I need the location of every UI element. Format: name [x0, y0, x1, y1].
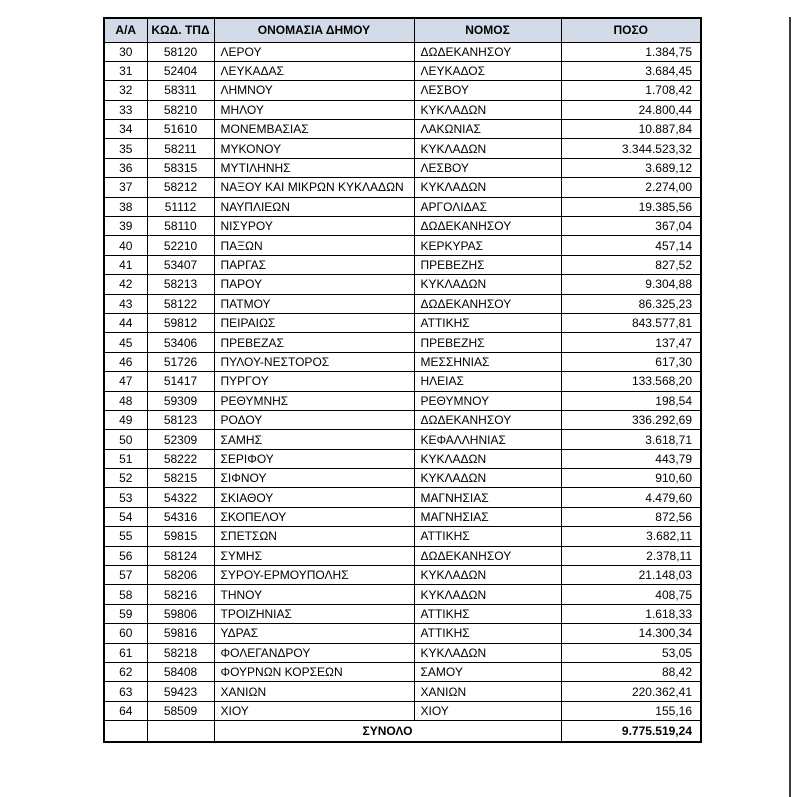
municipality-cell: ΠΥΛΟΥ-ΝΕΣΤΟΡΟΣ [214, 352, 414, 371]
municipality-cell: ΦΟΥΡΝΩΝ ΚΟΡΣΕΩΝ [214, 663, 414, 682]
amount-cell: 827,52 [561, 255, 701, 274]
municipality-cell: ΦΟΛΕΓΑΝΔΡΟΥ [214, 643, 414, 662]
amount-cell: 3.684,45 [561, 61, 701, 80]
row-index-cell: 41 [104, 255, 147, 274]
table-row [104, 139, 701, 158]
prefecture-cell: ΧΑΝΙΩΝ [414, 682, 561, 701]
prefecture-cell: ΚΥΚΛΑΔΩΝ [414, 139, 561, 158]
amount-cell: 408,75 [561, 585, 701, 604]
code-cell: 52210 [147, 236, 214, 255]
code-cell: 59423 [147, 682, 214, 701]
amount-cell: 220.362,41 [561, 682, 701, 701]
table-row [104, 372, 701, 391]
code-cell: 52309 [147, 430, 214, 449]
amount-cell: 367,04 [561, 217, 701, 236]
row-index-cell: 61 [104, 643, 147, 662]
amount-cell: 4.479,60 [561, 488, 701, 507]
amount-cell: 21.148,03 [561, 566, 701, 585]
prefecture-cell: ΑΡΓΟΛΙΔΑΣ [414, 197, 561, 216]
total-label-cell: ΣΥΝΟΛΟ [214, 721, 561, 742]
amount-cell: 843.577,81 [561, 313, 701, 332]
municipality-cell: ΤΗΝΟΥ [214, 585, 414, 604]
amount-cell: 336.292,69 [561, 410, 701, 429]
prefecture-cell: ΑΤΤΙΚΗΣ [414, 313, 561, 332]
prefecture-cell: ΔΩΔΕΚΑΝΗΣΟΥ [414, 410, 561, 429]
row-index-cell: 31 [104, 61, 147, 80]
table-row [104, 449, 701, 468]
municipality-cell: ΣΚΙΑΘΟΥ [214, 488, 414, 507]
row-index-cell: 37 [104, 178, 147, 197]
table-row [104, 701, 701, 720]
municipality-cell: ΣΥΡΟΥ-ΕΡΜΟΥΠΟΛΗΣ [214, 566, 414, 585]
row-index-cell: 64 [104, 701, 147, 720]
amount-cell: 1.708,42 [561, 81, 701, 100]
code-cell: 59816 [147, 624, 214, 643]
code-cell: 58123 [147, 410, 214, 429]
code-cell: 58216 [147, 585, 214, 604]
municipality-cell: ΣΑΜΗΣ [214, 430, 414, 449]
row-index-cell: 63 [104, 682, 147, 701]
table-row [104, 488, 701, 507]
total-empty-code-cell [147, 721, 214, 742]
prefecture-cell: ΔΩΔΕΚΑΝΗΣΟΥ [414, 42, 561, 61]
prefecture-cell: ΜΑΓΝΗΣΙΑΣ [414, 488, 561, 507]
amount-cell: 872,56 [561, 507, 701, 526]
table-row [104, 255, 701, 274]
code-cell: 58218 [147, 643, 214, 662]
row-index-cell: 40 [104, 236, 147, 255]
municipality-cell: ΜΟΝΕΜΒΑΣΙΑΣ [214, 120, 414, 139]
table-row [104, 313, 701, 332]
header-row [104, 18, 701, 42]
prefecture-cell: ΚΥΚΛΑΔΩΝ [414, 178, 561, 197]
table-row [104, 430, 701, 449]
code-cell: 59815 [147, 527, 214, 546]
row-index-cell: 32 [104, 81, 147, 100]
table-header [104, 18, 701, 42]
amount-cell: 24.800,44 [561, 100, 701, 119]
municipality-cell: ΠΥΡΓΟΥ [214, 372, 414, 391]
table-row [104, 294, 701, 313]
row-index-cell: 42 [104, 275, 147, 294]
row-index-cell: 55 [104, 527, 147, 546]
prefecture-cell: ΣΑΜΟΥ [414, 663, 561, 682]
municipality-cell: ΧΑΝΙΩΝ [214, 682, 414, 701]
row-index-cell: 45 [104, 333, 147, 352]
row-index-cell: 52 [104, 469, 147, 488]
amount-cell: 3.682,11 [561, 527, 701, 546]
municipality-cell: ΣΕΡΙΦΟΥ [214, 449, 414, 468]
prefecture-cell: ΛΕΣΒΟΥ [414, 81, 561, 100]
municipality-cell: ΤΡΟΙΖΗΝΙΑΣ [214, 604, 414, 623]
municipality-cell: ΠΑΡΓΑΣ [214, 255, 414, 274]
municipality-cell: ΛΕΥΚΑΔΑΣ [214, 61, 414, 80]
table-row [104, 217, 701, 236]
table-row [104, 178, 701, 197]
municipality-cell: ΣΠΕΤΣΩΝ [214, 527, 414, 546]
code-cell: 51610 [147, 120, 214, 139]
municipality-cell: ΣΙΦΝΟΥ [214, 469, 414, 488]
prefecture-cell: ΑΤΤΙΚΗΣ [414, 527, 561, 546]
code-cell: 51417 [147, 372, 214, 391]
code-cell: 59806 [147, 604, 214, 623]
code-cell: 58408 [147, 663, 214, 682]
amount-cell: 1.384,75 [561, 42, 701, 61]
amount-cell: 19.385,56 [561, 197, 701, 216]
code-cell: 58212 [147, 178, 214, 197]
municipalities-amounts-table [103, 17, 702, 743]
prefecture-cell: ΚΥΚΛΑΔΩΝ [414, 585, 561, 604]
prefecture-cell: ΚΕΡΚΥΡΑΣ [414, 236, 561, 255]
code-cell: 53406 [147, 333, 214, 352]
prefecture-cell: ΜΑΓΝΗΣΙΑΣ [414, 507, 561, 526]
prefecture-cell: ΠΡΕΒΕΖΗΣ [414, 333, 561, 352]
table-row [104, 410, 701, 429]
code-cell: 54322 [147, 488, 214, 507]
table-row [104, 158, 701, 177]
code-cell: 58210 [147, 100, 214, 119]
amount-cell: 3.344.523,32 [561, 139, 701, 158]
code-cell: 53407 [147, 255, 214, 274]
row-index-cell: 54 [104, 507, 147, 526]
code-cell: 52404 [147, 61, 214, 80]
amount-cell: 1.618,33 [561, 604, 701, 623]
municipality-cell: ΡΟΔΟΥ [214, 410, 414, 429]
row-index-cell: 56 [104, 546, 147, 565]
municipality-cell: ΛΗΜΝΟΥ [214, 81, 414, 100]
prefecture-cell: ΜΕΣΣΗΝΙΑΣ [414, 352, 561, 371]
row-index-cell: 34 [104, 120, 147, 139]
municipality-cell: ΛΕΡΟΥ [214, 42, 414, 61]
amount-cell: 617,30 [561, 352, 701, 371]
prefecture-cell: ΧΙΟΥ [414, 701, 561, 720]
table-row [104, 682, 701, 701]
table-row [104, 604, 701, 623]
municipality-cell: ΠΡΕΒΕΖΑΣ [214, 333, 414, 352]
table-row [104, 333, 701, 352]
prefecture-cell: ΚΥΚΛΑΔΩΝ [414, 469, 561, 488]
municipality-cell: ΝΑΥΠΛΙΕΩΝ [214, 197, 414, 216]
code-cell: 58222 [147, 449, 214, 468]
prefecture-cell: ΚΕΦΑΛΛΗΝΙΑΣ [414, 430, 561, 449]
table-row [104, 197, 701, 216]
amount-cell: 3.618,71 [561, 430, 701, 449]
amount-cell: 2.378,11 [561, 546, 701, 565]
row-index-cell: 60 [104, 624, 147, 643]
prefecture-cell: ΚΥΚΛΑΔΩΝ [414, 449, 561, 468]
amount-cell: 88,42 [561, 663, 701, 682]
table-row [104, 391, 701, 410]
code-cell: 51726 [147, 352, 214, 371]
row-index-cell: 53 [104, 488, 147, 507]
prefecture-cell: ΗΛΕΙΑΣ [414, 372, 561, 391]
row-index-cell: 38 [104, 197, 147, 216]
amount-cell: 910,60 [561, 469, 701, 488]
code-cell: 58315 [147, 158, 214, 177]
amount-cell: 53,05 [561, 643, 701, 662]
code-cell: 58211 [147, 139, 214, 158]
prefecture-cell: ΚΥΚΛΑΔΩΝ [414, 566, 561, 585]
table-row [104, 61, 701, 80]
amount-cell: 137,47 [561, 333, 701, 352]
page-right-edge-line [789, 17, 791, 797]
code-cell: 58509 [147, 701, 214, 720]
code-cell: 58311 [147, 81, 214, 100]
row-index-cell: 33 [104, 100, 147, 119]
code-cell: 58213 [147, 275, 214, 294]
prefecture-cell: ΑΤΤΙΚΗΣ [414, 624, 561, 643]
table-footer [104, 721, 701, 742]
table-row [104, 507, 701, 526]
code-cell: 59309 [147, 391, 214, 410]
table-row [104, 120, 701, 139]
amount-cell: 198,54 [561, 391, 701, 410]
table-row [104, 469, 701, 488]
code-cell: 58120 [147, 42, 214, 61]
table-row [104, 236, 701, 255]
prefecture-cell: ΠΡΕΒΕΖΗΣ [414, 255, 561, 274]
municipality-cell: ΧΙΟΥ [214, 701, 414, 720]
table-row [104, 527, 701, 546]
row-index-cell: 43 [104, 294, 147, 313]
row-index-cell: 57 [104, 566, 147, 585]
prefecture-cell: ΔΩΔΕΚΑΝΗΣΟΥ [414, 217, 561, 236]
header-cell-municipality: ΟΝΟΜΑΣΙΑ ΔΗΜΟΥ [214, 18, 414, 42]
municipality-cell: ΜΥΚΟΝΟΥ [214, 139, 414, 158]
table-row [104, 546, 701, 565]
amount-cell: 133.568,20 [561, 372, 701, 391]
row-index-cell: 30 [104, 42, 147, 61]
row-index-cell: 35 [104, 139, 147, 158]
prefecture-cell: ΡΕΘΥΜΝΟΥ [414, 391, 561, 410]
total-empty-index-cell [104, 721, 147, 742]
row-index-cell: 44 [104, 313, 147, 332]
row-index-cell: 49 [104, 410, 147, 429]
code-cell: 59812 [147, 313, 214, 332]
prefecture-cell: ΛΑΚΩΝΙΑΣ [414, 120, 561, 139]
row-index-cell: 50 [104, 430, 147, 449]
prefecture-cell: ΔΩΔΕΚΑΝΗΣΟΥ [414, 294, 561, 313]
table-row [104, 663, 701, 682]
municipality-cell: ΜΗΛΟΥ [214, 100, 414, 119]
municipality-cell: ΣΚΟΠΕΛΟΥ [214, 507, 414, 526]
row-index-cell: 39 [104, 217, 147, 236]
header-cell-index: Α/Α [104, 18, 147, 42]
header-cell-prefecture: ΝΟΜΟΣ [414, 18, 561, 42]
municipality-cell: ΥΔΡΑΣ [214, 624, 414, 643]
amount-cell: 14.300,34 [561, 624, 701, 643]
municipality-cell: ΣΥΜΗΣ [214, 546, 414, 565]
row-index-cell: 58 [104, 585, 147, 604]
municipality-cell: ΠΑΞΩΝ [214, 236, 414, 255]
code-cell: 54316 [147, 507, 214, 526]
prefecture-cell: ΛΕΣΒΟΥ [414, 158, 561, 177]
row-index-cell: 36 [104, 158, 147, 177]
municipality-cell: ΠΑΡΟΥ [214, 275, 414, 294]
row-index-cell: 51 [104, 449, 147, 468]
row-index-cell: 48 [104, 391, 147, 410]
prefecture-cell: ΔΩΔΕΚΑΝΗΣΟΥ [414, 546, 561, 565]
code-cell: 51112 [147, 197, 214, 216]
table-row [104, 275, 701, 294]
prefecture-cell: ΛΕΥΚΑΔΟΣ [414, 61, 561, 80]
amount-cell: 3.689,12 [561, 158, 701, 177]
amount-cell: 457,14 [561, 236, 701, 255]
total-row [104, 721, 701, 742]
total-amount-cell: 9.775.519,24 [561, 721, 701, 742]
amount-cell: 155,16 [561, 701, 701, 720]
amount-cell: 443,79 [561, 449, 701, 468]
code-cell: 58122 [147, 294, 214, 313]
table-row [104, 585, 701, 604]
municipality-cell: ΝΑΞΟΥ ΚΑΙ ΜΙΚΡΩΝ ΚΥΚΛΑΔΩΝ [214, 178, 414, 197]
header-cell-code: ΚΩΔ. ΤΠΔ [147, 18, 214, 42]
row-index-cell: 62 [104, 663, 147, 682]
row-index-cell: 47 [104, 372, 147, 391]
amount-cell: 10.887,84 [561, 120, 701, 139]
table-row [104, 42, 701, 61]
amount-cell: 2.274,00 [561, 178, 701, 197]
table-body [104, 42, 701, 721]
prefecture-cell: ΑΤΤΙΚΗΣ [414, 604, 561, 623]
row-index-cell: 46 [104, 352, 147, 371]
table-row [104, 566, 701, 585]
prefecture-cell: ΚΥΚΛΑΔΩΝ [414, 100, 561, 119]
prefecture-cell: ΚΥΚΛΑΔΩΝ [414, 275, 561, 294]
amount-cell: 9.304,88 [561, 275, 701, 294]
municipality-cell: ΜΥΤΙΛΗΝΗΣ [214, 158, 414, 177]
table-row [104, 100, 701, 119]
table-row [104, 352, 701, 371]
code-cell: 58215 [147, 469, 214, 488]
code-cell: 58110 [147, 217, 214, 236]
prefecture-cell: ΚΥΚΛΑΔΩΝ [414, 643, 561, 662]
header-cell-amount: ΠΟΣΟ [561, 18, 701, 42]
municipality-cell: ΝΙΣΥΡΟΥ [214, 217, 414, 236]
code-cell: 58206 [147, 566, 214, 585]
row-index-cell: 59 [104, 604, 147, 623]
table-row [104, 643, 701, 662]
table-row [104, 624, 701, 643]
table-row [104, 81, 701, 100]
municipality-cell: ΡΕΘΥΜΝΗΣ [214, 391, 414, 410]
amount-cell: 86.325,23 [561, 294, 701, 313]
municipality-cell: ΠΑΤΜΟΥ [214, 294, 414, 313]
code-cell: 58124 [147, 546, 214, 565]
municipality-cell: ΠΕΙΡΑΙΩΣ [214, 313, 414, 332]
